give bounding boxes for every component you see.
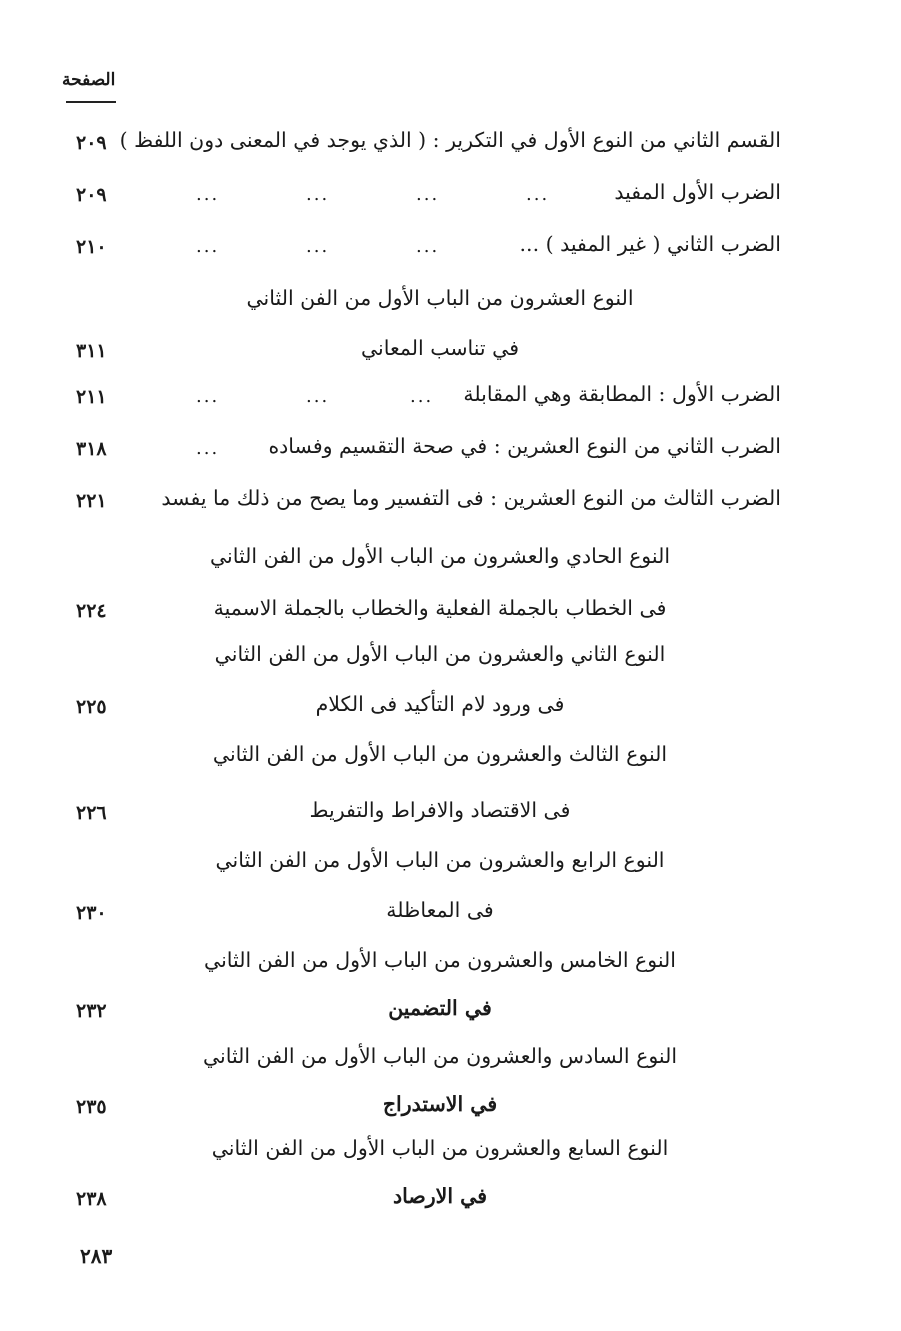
section-heading-text: النوع الحادي والعشرون من الباب الأول من الفن الثاني xyxy=(209,544,671,568)
section-heading-text: النوع العشرون من الباب الأول من الفن الثاني xyxy=(246,286,634,310)
entry-title: الضرب الثاني من النوع العشرين : في صحة التقسيم وفساده xyxy=(268,434,781,458)
section-heading-text: النوع الثاني والعشرون من الباب الأول من الفن الثاني xyxy=(214,642,666,666)
section-heading-text: النوع الرابع والعشرون من الباب الأول من الفن الثاني xyxy=(215,848,665,872)
leader-dots: ... xyxy=(306,386,330,407)
entry-page-number: ٢٣٢ xyxy=(76,1000,107,1022)
section-subtitle: فى ورود لام التأكيد فى الكلام xyxy=(315,692,565,716)
section-heading xyxy=(0,642,901,676)
entry-page-number: ٣١٨ xyxy=(76,438,107,460)
section-heading-text: النوع الثالث والعشرون من الباب الأول من الفن الثاني xyxy=(212,742,668,766)
leader-dots: ... xyxy=(306,236,330,257)
section-heading xyxy=(0,1136,901,1170)
entry-page-number: ٢١٠ xyxy=(76,236,107,258)
entry-title: الضرب الأول : المطابقة وهي المقابلة xyxy=(463,382,781,406)
section-subtitle: فى المعاظلة xyxy=(386,898,494,922)
entry-title: الضرب الثالث من النوع العشرين : فى التفسير وما يصح من ذلك ما يفسد xyxy=(161,486,781,510)
entry-page-number: ٢٣٠ xyxy=(76,902,107,924)
entry-page-number: ٢٢٤ xyxy=(76,600,107,622)
toc-entry xyxy=(0,996,901,1030)
section-heading xyxy=(0,742,901,776)
entry-page-number: ٢٠٩ xyxy=(76,184,107,206)
entry-title: الضرب الأول المفيد xyxy=(614,180,781,204)
section-subtitle: في الاستدراج xyxy=(382,1092,498,1116)
toc-entry xyxy=(0,486,901,520)
entry-page-number: ٢٢٥ xyxy=(76,696,107,718)
leader-dots: ... xyxy=(416,236,440,257)
toc-entry xyxy=(0,692,901,726)
entry-page-number: ٢٢٦ xyxy=(76,802,107,824)
toc-entry xyxy=(0,382,901,416)
toc-entry xyxy=(0,898,901,932)
page-number: ٢٨٣ xyxy=(80,1244,113,1268)
section-heading xyxy=(0,544,901,578)
entry-page-number: ٢٠٩ xyxy=(76,132,107,154)
toc-entry xyxy=(0,1184,901,1218)
section-subtitle: فى الاقتصاد والافراط والتفريط xyxy=(309,798,571,822)
leader-dots: ... xyxy=(196,438,220,459)
section-subtitle: في تناسب المعاني xyxy=(360,336,520,360)
toc-entry xyxy=(0,434,901,468)
entry-page-number: ٢٣٨ xyxy=(76,1188,107,1210)
toc-entry xyxy=(0,128,901,162)
section-heading-text: النوع الخامس والعشرون من الباب الأول من الفن الثاني xyxy=(203,948,676,972)
entry-title: القسم الثاني من النوع الأول في التكرير : ( الذي يوجد في المعنى دون اللفظ ) xyxy=(119,128,781,152)
entry-page-number: ٢٢١ xyxy=(76,490,107,512)
toc-entry xyxy=(0,596,901,630)
entry-page-number: ٣١١ xyxy=(76,340,107,362)
toc-entry xyxy=(0,180,901,214)
section-heading xyxy=(0,948,901,982)
toc-entry xyxy=(0,336,901,370)
toc-entry xyxy=(0,232,901,266)
leader-dots: ... xyxy=(526,184,550,205)
leader-dots: ... xyxy=(196,236,220,257)
entry-page-number: ٢١١ xyxy=(76,386,107,408)
section-heading-text: النوع السادس والعشرون من الباب الأول من الفن الثاني xyxy=(202,1044,678,1068)
entry-title: الضرب الثاني ( غير المفيد ) ... xyxy=(519,232,781,256)
entry-page-number: ٢٣٥ xyxy=(76,1096,107,1118)
section-subtitle: فى الخطاب بالجملة الفعلية والخطاب بالجملة الاسمية xyxy=(213,596,667,620)
section-subtitle: في الارصاد xyxy=(392,1184,488,1208)
leader-dots: ... xyxy=(196,184,220,205)
toc-entry xyxy=(0,798,901,832)
section-heading-text: النوع السابع والعشرون من الباب الأول من الفن الثاني xyxy=(211,1136,669,1160)
leader-dots: ... xyxy=(410,386,434,407)
section-heading xyxy=(0,848,901,882)
section-heading xyxy=(0,286,901,320)
leader-dots: ... xyxy=(196,386,220,407)
toc-entry xyxy=(0,1092,901,1126)
page-column-header: الصفحة xyxy=(62,70,116,90)
header-underline xyxy=(66,101,116,103)
section-subtitle: في التضمين xyxy=(388,996,492,1020)
leader-dots: ... xyxy=(416,184,440,205)
leader-dots: ... xyxy=(306,184,330,205)
section-heading xyxy=(0,1044,901,1078)
